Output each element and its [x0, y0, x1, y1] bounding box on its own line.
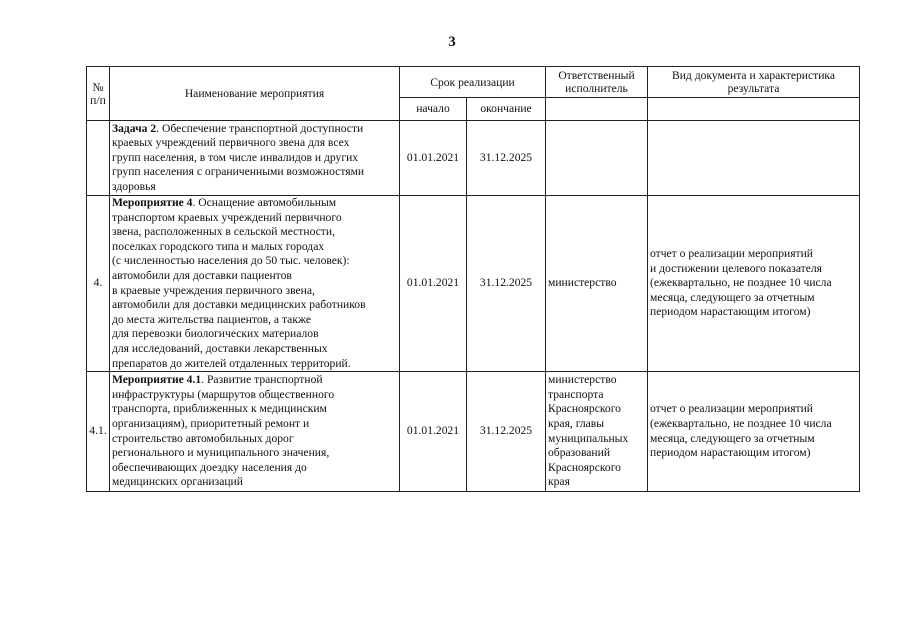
row-title — [110, 372, 400, 492]
row-title-bold: Задача 2 — [112, 121, 157, 135]
header-doc-blank — [648, 98, 860, 121]
header-period: Срок реализации — [400, 67, 546, 98]
row-end: 31.12.2025 — [467, 196, 546, 372]
row-title-bold: Мероприятие 4 — [112, 196, 193, 209]
row-responsible: министерство транспорта Красноярского края, главы муниципальных образований Красноярского края — [546, 372, 648, 492]
row-title-text: . Обеспечение транспортной доступности краевых учреждений первичного звена для всех групп населения, в том числе инвалидов и других групп населения с ограниченными возможностями здоровья — [112, 121, 365, 193]
header-end: окончание — [467, 98, 546, 121]
table-row — [87, 196, 860, 372]
header-responsible-blank — [546, 98, 648, 121]
header-doc: Вид документа и характеристика результата — [648, 67, 860, 98]
row-end: 31.12.2025 — [467, 121, 546, 196]
row-title — [110, 121, 400, 196]
header-start: начало — [400, 98, 467, 121]
row-title-bold: Мероприятие 4.1 — [112, 373, 202, 387]
row-responsible — [546, 121, 648, 196]
row-start: 01.01.2021 — [400, 121, 467, 196]
row-start: 01.01.2021 — [400, 372, 467, 492]
row-doc — [648, 121, 860, 196]
row-title-text: . Развитие транспортной инфраструктуры (маршрутов общественного транспорта, приближенных к медицинским организациям), приоритетный ремонт и строительство автомобильных дорог регионального и муниципального значения, обеспечивающих доездку населения до медицинских организаций — [112, 373, 335, 489]
table-row — [87, 372, 860, 492]
row-doc: отчет о реализации мероприятий (ежеквартально, не позднее 10 числа месяца, следующего за отчетным периодом нарастающим итогом) — [648, 372, 860, 492]
activities-table — [86, 66, 860, 492]
row-num — [87, 121, 110, 196]
row-num: 4.1. — [87, 372, 110, 492]
page-number: 3 — [448, 34, 456, 50]
row-title-text: . Оснащение автомобильным транспортом краевых учреждений первичного звена, расположенных в сельской местности, поселках городского типа и малых городах (с численностью населения до 50 тыс. человек): автомобили для доставки пациентов в краевые учреждения первичного звена, автомобили для доставки медицинских работников до места жительства пациентов, а также для перевозки биологических материалов для исследований, доставки лекарственных препаратов до жителей отдаленных территорий. — [112, 196, 366, 370]
table-header-row — [87, 67, 860, 98]
row-title — [110, 196, 400, 372]
table-row — [87, 121, 860, 196]
row-start: 01.01.2021 — [400, 196, 467, 372]
row-end: 31.12.2025 — [467, 372, 546, 492]
row-doc: отчет о реализации мероприятий и достижении целевого показателя (ежеквартально, не позднее 10 числа месяца, следующего за отчетным периодом нарастающим итогом) — [648, 196, 860, 372]
row-responsible: министерство — [546, 196, 648, 372]
header-name: Наименование мероприятия — [110, 67, 400, 121]
header-responsible: Ответственный исполнитель — [546, 67, 648, 98]
row-num: 4. — [87, 196, 110, 372]
header-num: № п/п — [87, 67, 110, 121]
